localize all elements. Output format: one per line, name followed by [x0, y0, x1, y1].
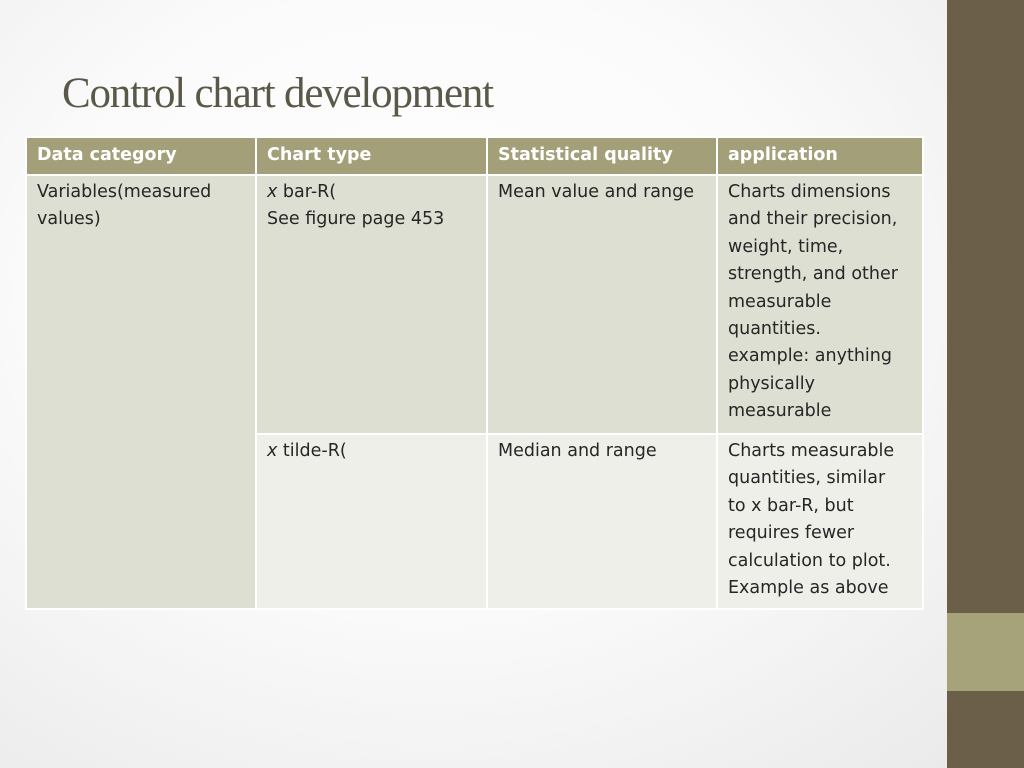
application-line: Charts dimensions	[728, 182, 891, 202]
data-category-line: Variables(measured	[37, 182, 212, 202]
application-line: requires fewer	[728, 523, 855, 544]
chart-type-cell	[256, 434, 487, 609]
data-category-cell	[26, 175, 256, 609]
data-category-line: values)	[37, 209, 101, 230]
header-statistical-quality: Statistical quality	[487, 137, 717, 175]
chart-symbol-x: x	[267, 182, 278, 202]
application-line: example: anything	[728, 346, 892, 367]
table-header-row	[26, 137, 923, 175]
application-line: measurable	[728, 291, 832, 312]
chart-type-reference: See figure page 453	[267, 209, 445, 230]
application-cell	[717, 434, 923, 609]
chart-symbol-x: x	[267, 441, 278, 461]
application-line: physically	[728, 373, 815, 394]
header-chart-type: Chart type	[256, 137, 487, 175]
application-line: quantities, similar	[728, 468, 886, 489]
application-line: measurable	[728, 401, 832, 422]
side-accent-decoration	[947, 613, 1024, 691]
chart-type-line	[267, 438, 478, 465]
control-chart-table	[25, 136, 924, 610]
statistical-quality-cell: Mean value and range	[487, 175, 717, 434]
application-line: Charts measurable	[728, 441, 895, 461]
slide-title: Control chart development	[62, 70, 493, 117]
header-application: application	[717, 137, 923, 175]
application-line: to x bar-R, but	[728, 495, 854, 516]
application-line: strength, and other	[728, 264, 898, 285]
chart-type-text: tilde-R(	[277, 441, 347, 461]
header-data-category: Data category	[26, 137, 256, 175]
application-cell	[717, 175, 923, 434]
table-row	[26, 175, 923, 434]
chart-type-line	[267, 179, 478, 206]
application-line: weight, time,	[728, 236, 844, 257]
application-line: quantities.	[728, 319, 821, 340]
application-line: and their precision,	[728, 209, 898, 230]
chart-type-cell	[256, 175, 487, 434]
statistical-quality-cell: Median and range	[487, 434, 717, 609]
application-line: Example as above	[728, 578, 889, 599]
application-line: calculation to plot.	[728, 550, 891, 571]
chart-type-text: bar-R(	[277, 182, 337, 202]
